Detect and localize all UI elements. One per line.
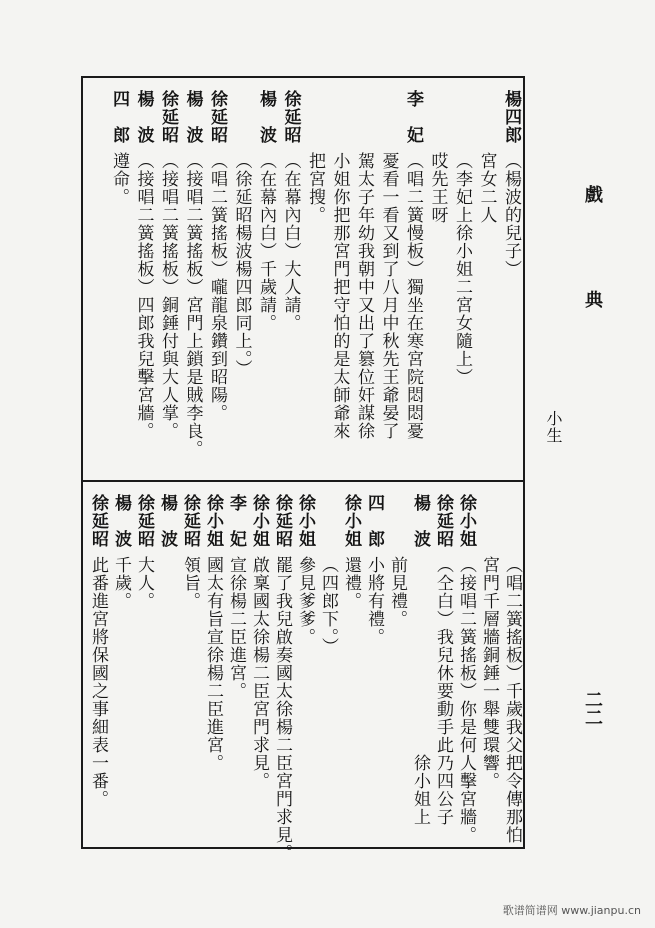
dialogue-line: 憂看一看又到了八月中秋先王爺晏了 xyxy=(378,152,399,440)
speaker-name: 四 郎 xyxy=(109,90,129,144)
dialogue-line: （唱二簧搖板）嚨龍泉鑽到昭陽。 xyxy=(207,152,227,422)
speaker-name: 徐小姐 xyxy=(341,494,361,548)
speaker-name: 徐延昭 xyxy=(207,90,227,144)
speaker-name: 楊 波 xyxy=(182,90,203,144)
header-title-b: 典 xyxy=(582,290,603,308)
dialogue-line: （李妃上徐小姐二宮女隨上） xyxy=(452,152,472,386)
speaker-name: 徐延昭 xyxy=(134,494,154,548)
speaker-name: 徐小姐 xyxy=(456,494,476,548)
dialogue-line: （唱二簧慢板）獨坐在寒宮院悶悶憂 xyxy=(403,152,423,440)
speaker-name: 徐小姐 xyxy=(203,494,223,548)
dialogue-line: 哎先王呀 xyxy=(427,152,448,224)
speaker-name: 楊 波 xyxy=(133,90,154,144)
dialogue-line: 領旨。 xyxy=(180,556,200,610)
watermark: 歌谱简谱网 www.jianpu.cn xyxy=(502,904,641,917)
speaker-name: 徐延昭 xyxy=(158,90,178,144)
header-title-a: 戲 xyxy=(582,185,603,203)
dialogue-line: （楊波的兒子） xyxy=(501,152,521,278)
dialogue-line: 小姐你把那宮門把守怕的是太師爺來 xyxy=(329,152,350,440)
dialogue-line: （四郎下。） xyxy=(318,556,338,656)
section-divider xyxy=(81,480,525,482)
dialogue-line: 把宮搜。 xyxy=(305,152,325,224)
dialogue-line: 參見爹爹。 xyxy=(295,556,315,646)
dialogue-line: 國太有旨宣徐楊二臣進宮。 xyxy=(203,556,223,772)
dialogue-line: 前見禮。 xyxy=(387,556,407,628)
dialogue-line: 徐小姐上 xyxy=(410,556,430,826)
dialogue-line: 啟稟國太徐楊二臣宮門求見。 xyxy=(249,556,269,790)
page-number: 二二 xyxy=(582,690,603,726)
dialogue-line: 小將有禮。 xyxy=(364,556,384,646)
dialogue-line: 駕太子年幼我朝中又出了篡位奸謀徐 xyxy=(354,152,374,440)
speaker-name: 楊 波 xyxy=(111,494,131,548)
speaker-name: 徐延昭 xyxy=(180,494,200,548)
dialogue-line: （接唱二簧搖板）宮門上鎖是賊李良。 xyxy=(182,152,203,458)
dialogue-line: 此番進宮將保國之事細表一番。 xyxy=(88,556,108,808)
speaker-name: 楊 波 xyxy=(256,90,276,144)
dialogue-line: 還禮。 xyxy=(341,556,361,610)
speaker-name: 楊 波 xyxy=(157,494,177,548)
dialogue-line: （在幕內白）大人請。 xyxy=(280,152,301,332)
speaker-name: 徐延昭 xyxy=(280,90,301,144)
dialogue-line: 宮門千層牆銅錘一舉雙環響。 xyxy=(479,556,499,790)
dialogue-line: 宮女二人 xyxy=(476,152,497,224)
speaker-name: 四 郎 xyxy=(364,494,384,548)
upper-side-note: 小生 xyxy=(544,410,563,444)
speaker-name: 徐延昭 xyxy=(88,494,108,548)
dialogue-line: 罷了我兒啟奏國太徐楊二臣宮門求見。 xyxy=(272,556,292,862)
speaker-name: 徐小姐 xyxy=(249,494,269,548)
speaker-name: 徐延昭 xyxy=(433,494,453,548)
dialogue-line: （接唱二簧搖板）你是何人擊宮牆。 xyxy=(456,556,476,844)
dialogue-line: 宣徐楊二臣進宮。 xyxy=(226,556,246,700)
speaker-name: 李 妃 xyxy=(226,494,246,548)
speaker-name: 徐小姐 xyxy=(295,494,315,548)
dialogue-line: 大人。 xyxy=(134,556,154,610)
dialogue-line: （接唱二簧搖板）四郎我兒擊宮牆。 xyxy=(133,152,154,440)
dialogue-line: 千歲。 xyxy=(111,556,131,610)
dialogue-line: （在幕內白）千歲請。 xyxy=(256,152,276,332)
dialogue-line: （唱二簧搖板）千歲我父把令傳那怕 xyxy=(502,556,522,844)
speaker-name: 楊四郎 xyxy=(501,90,521,144)
dialogue-line: （徐延昭楊波楊四郎同上。） xyxy=(231,152,252,378)
dialogue-line: （接唱二簧搖板）銅錘付與大人掌。 xyxy=(158,152,178,440)
speaker-name: 楊 波 xyxy=(410,494,430,548)
dialogue-line: 遵命。 xyxy=(109,152,129,206)
dialogue-line: （仝白）我兒休要動手此乃四公子 xyxy=(433,556,453,826)
speaker-name: 徐延昭 xyxy=(272,494,292,548)
speaker-name: 李 妃 xyxy=(403,90,423,144)
